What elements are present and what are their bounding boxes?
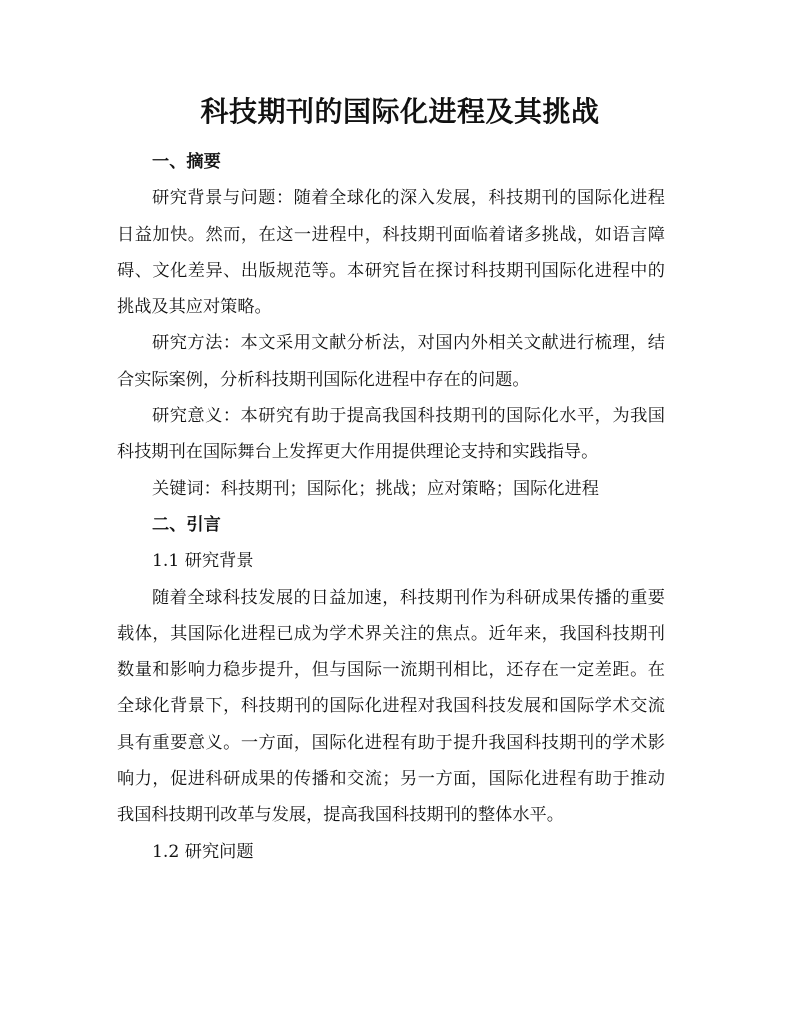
abstract-heading: 一、摘要 xyxy=(152,152,221,172)
document-title: 科技期刊的国际化进程及其挑战 xyxy=(200,95,600,128)
document-body xyxy=(117,144,665,870)
abstract-background-paragraph: 研究背景与问题：随着全球化的深入发展，科技期刊的国际化进程日益加快。然而，在这一进程中，科技期刊面临着诸多挑战，如语言障碍、文化差异、出版规范等。本研究旨在探讨科技期刊国际化进程中的挑战及其应对策略。 xyxy=(117,188,665,318)
subsection-heading-1-2: 1.2 研究问题 xyxy=(152,841,254,862)
keywords-line: 关键词：科技期刊；国际化；挑战；应对策略；国际化进程 xyxy=(152,478,599,499)
abstract-method-paragraph: 研究方法：本文采用文献分析法，对国内外相关文献进行梳理，结合实际案例，分析科技期刊国际化进程中存在的问题。 xyxy=(117,333,665,390)
subsection-heading-1-1: 1.1 研究背景 xyxy=(152,551,254,572)
intro-heading: 二、引言 xyxy=(152,514,221,535)
background-paragraph: 随着全球科技发展的日益加速，科技期刊作为科研成果传播的重要载体，其国际化进程已成为学术界关注的焦点。近年来，我国科技期刊数量和影响力稳步提升，但与国际一流期刊相比，还存在一定差距。在全球化背景下，科技期刊的国际化进程对我国科技发展和国际学术交流具有重要意义。一方面，国际化进程有助于提升我国科技期刊的学术影响力，促进科研成果的传播和交流；另一方面，国际化进程有助于推动我国科技期刊改革与发展，提高我国科技期刊的整体水平。 xyxy=(117,587,665,826)
abstract-significance-paragraph: 研究意义：本研究有助于提高我国科技期刊的国际化水平，为我国科技期刊在国际舞台上发挥更大作用提供理论支持和实践指导。 xyxy=(117,406,665,463)
